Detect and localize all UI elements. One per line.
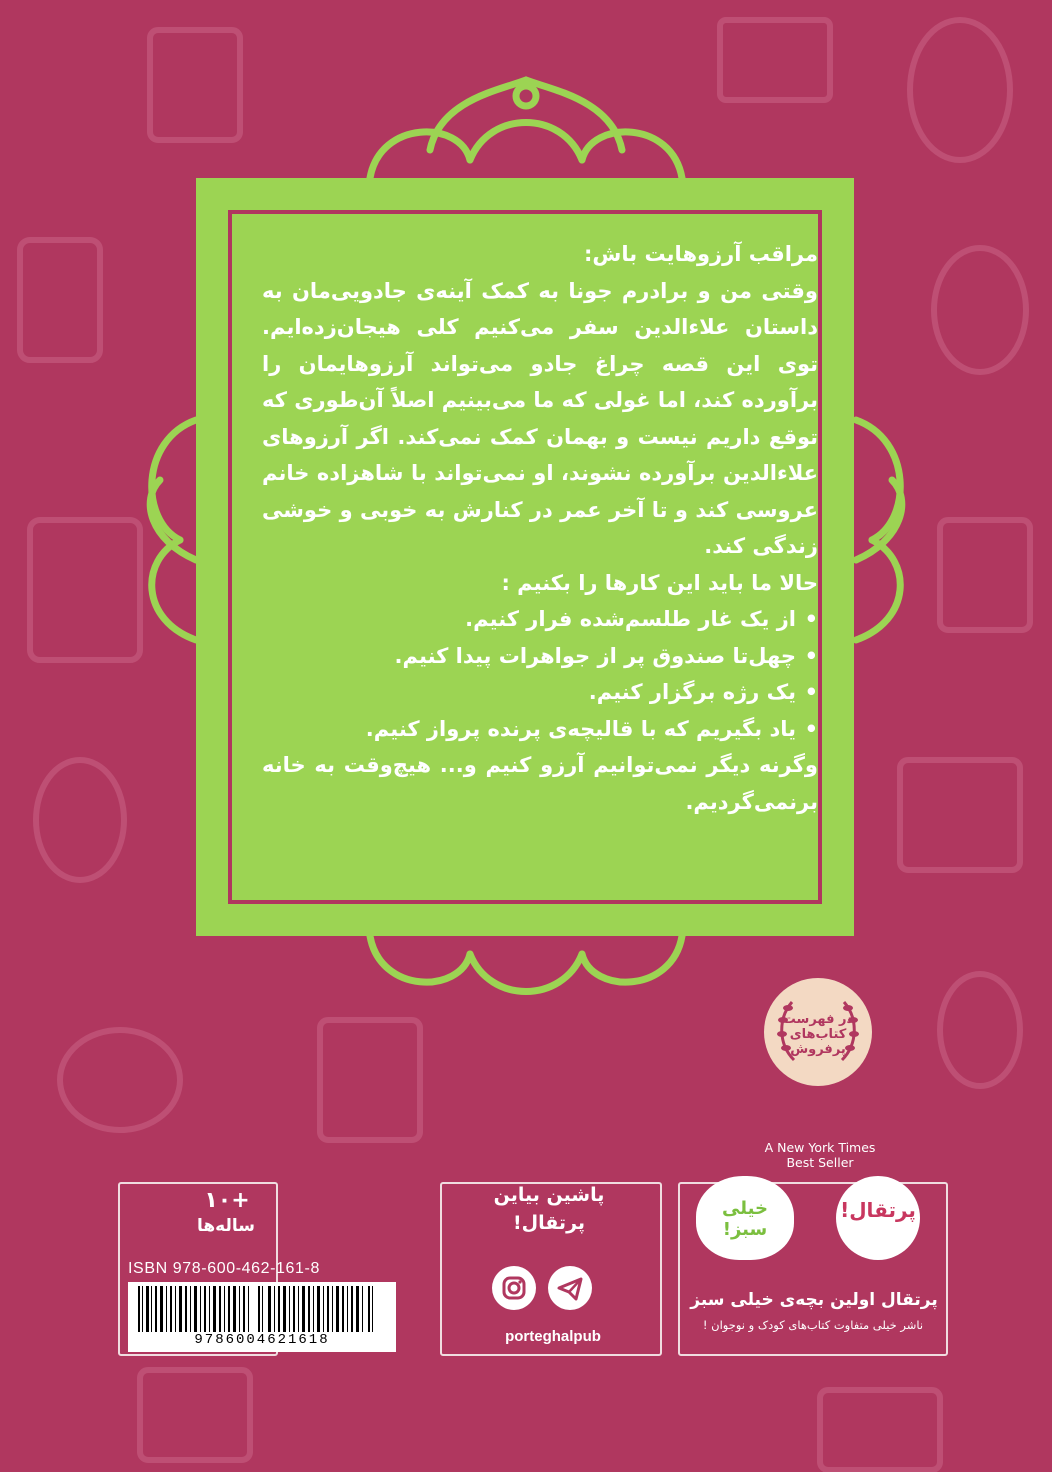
blurb-paragraph: وقتی من و برادرم جونا به کمک آینه‌ی جادویی‌مان به داستان علاءالدین سفر می‌کنیم کلی هیجان‌زده‌ایم. توی این قصه چراغ جادو می‌تواند آرزوهایمان را برآورده کند، اما غولی که ما می‌بینیم اصلاً آن‌طوری که توقع داریم نیست و بهمان کمک نمی‌کند. اگر آرزوهای علاءالدین برآورده نشوند، او نمی‌تواند با شاهزاده خانم عروسی کند و تا آخر عمر در کنارش به خوبی و خوشی زندگی کند. <box>262 278 818 558</box>
badge-text: در فهرست کتاب‌های پرفروش <box>782 1012 854 1057</box>
telegram-icon[interactable] <box>548 1266 592 1310</box>
social-handle[interactable]: porteghalpub <box>505 1328 601 1345</box>
blurb-heading: مراقب آرزوهایت باش: <box>583 242 818 266</box>
task-item: • از یک غار طلسم‌شده فرار کنیم. <box>262 601 796 638</box>
instagram-icon[interactable] <box>492 1266 536 1310</box>
barcode-digits: 9786004621618 <box>128 1332 396 1352</box>
publisher-title: پرتقال اولین بچه‌ی خیلی سبز <box>690 1290 938 1310</box>
slogan-line-2: پرتقال! <box>512 1212 586 1234</box>
task-item: • یاد بگیریم که با قالیچه‌ی پرنده پرواز کنیم. <box>262 711 796 748</box>
age-label: ساله‌ها <box>197 1216 255 1236</box>
nyt-bestseller <box>735 1140 905 1170</box>
slogan-line-1: پاشین بیاین <box>493 1184 605 1206</box>
task-item: • یک رژه برگزار کنیم. <box>262 674 796 711</box>
nyt-line-2: Best Seller <box>786 1155 854 1170</box>
back-cover-blurb <box>262 236 818 820</box>
age-number: +۱۰ <box>204 1188 250 1213</box>
publisher-subtitle: ناشر خیلی متفاوت کتاب‌های کودک و نوجوان ! <box>702 1318 924 1332</box>
blurb-closing: وگرنه دیگر نمی‌توانیم آرزو کنیم و... هیچ‌وقت به خانه برنمی‌گردیم. <box>262 753 818 814</box>
tasks-intro: حالا ما باید این کارها را بکنیم : <box>501 570 818 595</box>
nyt-line-1: A New York Times <box>764 1140 876 1155</box>
isbn-label: ISBN 978-600-462-161-8 <box>128 1260 320 1277</box>
porteghal-logo-text: پرتقال! <box>840 1198 916 1222</box>
kheili-sabz-logo-text: خیلی سبز! <box>722 1198 768 1240</box>
task-item: • چهل‌تا صندوق پر از جواهرات پیدا کنیم. <box>262 638 796 675</box>
tasks-list <box>262 601 818 747</box>
